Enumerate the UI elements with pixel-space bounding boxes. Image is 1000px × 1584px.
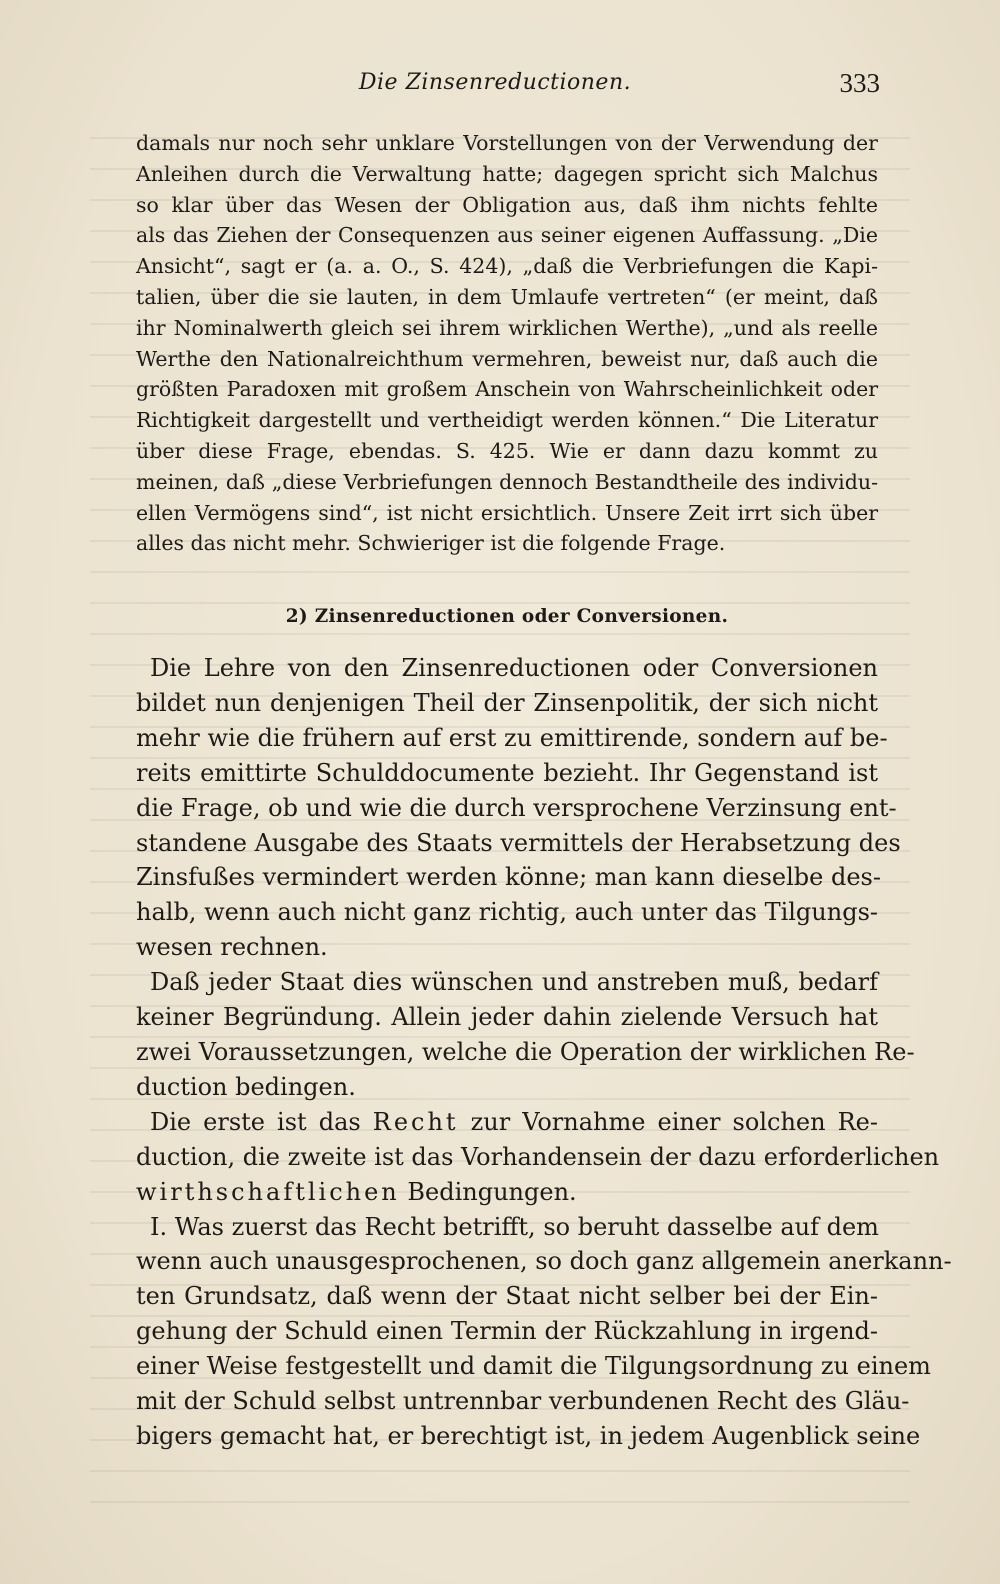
page-header (110, 66, 880, 106)
text-line: die Frage, ob und wie die durch versprochene Verzinsung ent- (136, 793, 897, 822)
text-line: damals nur noch sehr unklare Vorstellungen von der Verwendung der (136, 131, 878, 155)
text-run: Bedingungen. (399, 1177, 577, 1206)
paragraph (136, 1210, 952, 1454)
text-line (136, 1175, 878, 1210)
text-line: Werthe den Nationalreichthum vermehren, beweist nur, daß auch die (136, 346, 878, 371)
footnote-continuation (136, 128, 878, 559)
text-line: meinen, daß „diese Verbriefungen dennoch Bestandtheile des individu- (136, 469, 878, 494)
text-line: größten Paradoxen mit großem Anschein von Wahrscheinlichkeit oder (136, 377, 878, 402)
text-line: duction, die zweite ist das Vorhandensein der dazu erforderlichen (136, 1142, 940, 1171)
text-line: Anleihen durch die Verwaltung hatte; dagegen spricht sich Malchus (136, 161, 878, 186)
emphasis-text: wirthschaftlichen (136, 1177, 400, 1206)
text-line: halb, wenn auch nicht ganz richtig, auch unter das Tilgungs- (136, 898, 878, 927)
text-line (136, 1105, 878, 1140)
text-line: wesen rechnen. (136, 933, 328, 962)
text-run: zur Vornahme einer solchen Re- (458, 1107, 878, 1136)
paragraph (136, 1105, 940, 1210)
text-line: bildet nun denjenigen Theil der Zinsenpolitik, der sich nicht (136, 688, 878, 717)
text-line: mit der Schuld selbst untrennbar verbundenen Recht des Gläu- (136, 1387, 910, 1416)
text-line: I. Was zuerst das Recht betrifft, so beruht dasselbe auf dem (150, 1212, 879, 1241)
text-line: Zinsfußes vermindert werden könne; man kann dieselbe des- (136, 863, 881, 892)
text-line: als das Ziehen der Consequenzen aus seiner eigenen Auffassung. „Die (136, 223, 878, 248)
text-line: zwei Voraussetzungen, welche die Operation der wirklichen Re- (136, 1037, 915, 1066)
text-line: ten Grundsatz, daß wenn der Staat nicht selber bei der Ein- (136, 1282, 878, 1311)
text-line: reits emittirte Schulddocumente bezieht. Ihr Gegenstand ist (136, 758, 878, 787)
text-line: ellen Vermögens sind“, ist nicht ersichtlich. Unsere Zeit irrt sich über (136, 500, 878, 525)
text-line: talien, über die sie lauten, in dem Umlaufe vertreten“ (er meint, daß (136, 284, 878, 309)
text-line: Ansicht“, sagt er (a. a. O., S. 424), „daß die Verbriefungen die Kapi- (136, 254, 878, 279)
text-line: einer Weise festgestellt und damit die Tilgungsordnung zu einem (136, 1352, 931, 1381)
text-line: bigers gemacht hat, er berechtigt ist, in jedem Augenblick seine (136, 1421, 921, 1450)
text-line: so klar über das Wesen der Obligation aus, daß ihm nichts fehlte (136, 192, 878, 217)
text-line: keiner Begründung. Allein jeder dahin zielende Versuch hat (136, 1003, 878, 1032)
text-line: mehr wie die frühern auf erst zu emittirende, sondern auf be- (136, 723, 888, 752)
text-line: gehung der Schuld einen Termin der Rückzahlung in irgend- (136, 1317, 878, 1346)
text-line: wenn auch unausgesprochenen, so doch ganz allgemein anerkann- (136, 1247, 952, 1276)
text-line: Daß jeder Staat dies wünschen und anstreben muß, bedarf (150, 968, 878, 997)
page-number: 333 (839, 68, 880, 98)
text-line: standene Ausgabe des Staats vermittels der Herabsetzung des (136, 828, 901, 857)
emphasis-text: Recht (372, 1107, 459, 1136)
paragraph (136, 965, 915, 1105)
text-line: duction bedingen. (136, 1072, 356, 1101)
text-line: Richtigkeit dargestellt und vertheidigt werden können.“ Die Literatur (136, 408, 878, 433)
text-run: Die erste ist das (150, 1107, 373, 1136)
main-text (136, 651, 952, 1454)
paragraph (136, 651, 901, 965)
text-line: über diese Frage, ebendas. S. 425. Wie er dann dazu kommt zu (136, 438, 878, 463)
text-line: alles das nicht mehr. Schwieriger ist die folgende Frage. (136, 531, 726, 556)
text-line: Die Lehre von den Zinsenreductionen oder Conversionen (150, 654, 878, 682)
running-title: Die Zinsenreductionen. (358, 70, 632, 95)
section-heading: 2) Zinsenreductionen oder Conversionen. (285, 606, 729, 627)
text-line: ihr Nominalwerth gleich sei ihrem wirklichen Werthe), „und als reelle (136, 315, 878, 340)
